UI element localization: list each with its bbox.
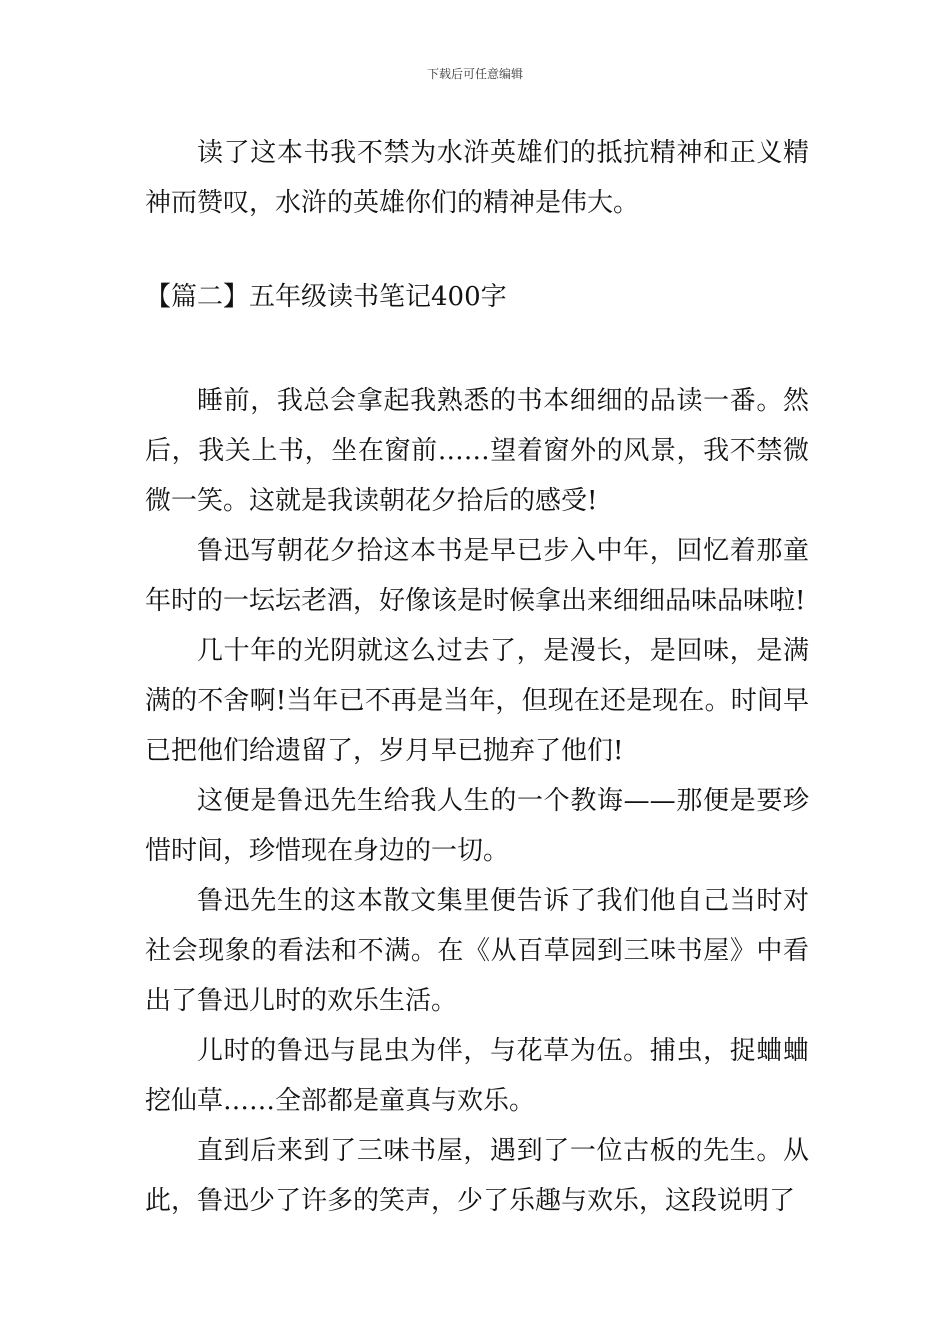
paragraph: 儿时的鲁迅与昆虫为伴，与花草为伍。捕虫，捉蛐蛐挖仙草……全部都是童真与欢乐。: [145, 1036, 809, 1116]
section-heading: 【篇二】五年级读书笔记400字: [145, 282, 507, 312]
intro-paragraph: 读了这本书我不禁为水浒英雄们的抵抗精神和正义精神而赞叹，水浒的英雄你们的精神是伟大。: [145, 138, 809, 218]
paragraph: 直到后来到了三味书屋，遇到了一位古板的先生。从此，鲁迅少了许多的笑声，少了乐趣与欢乐，这段说明了: [145, 1136, 809, 1216]
page-header: 下载后可任意编辑: [426, 67, 523, 81]
paragraph: 几十年的光阴就这么过去了，是漫长，是回味，是满满的不舍啊!当年已不再是当年，但现在还是现在。时间早已把他们给遗留了，岁月早已抛弃了他们!: [145, 636, 809, 766]
paragraph: 鲁迅先生的这本散文集里便告诉了我们他自己当时对社会现象的看法和不满。在《从百草园到三味书屋》中看出了鲁迅儿时的欢乐生活。: [145, 886, 809, 1016]
document-body: [145, 128, 809, 1226]
paragraph: 这便是鲁迅先生给我人生的一个教诲——那便是要珍惜时间，珍惜现在身边的一切。: [145, 786, 809, 866]
spacer: [145, 322, 809, 376]
paragraph: 睡前，我总会拿起我熟悉的书本细细的品读一番。然后，我关上书，坐在窗前……望着窗外的风景，我不禁微微一笑。这就是我读朝花夕拾后的感受!: [145, 386, 809, 516]
spacer: [145, 228, 809, 272]
paragraph: 鲁迅写朝花夕拾这本书是早已步入中年，回忆着那童年时的一坛坛老酒，好像该是时候拿出来细细品味品味啦!: [145, 536, 809, 616]
